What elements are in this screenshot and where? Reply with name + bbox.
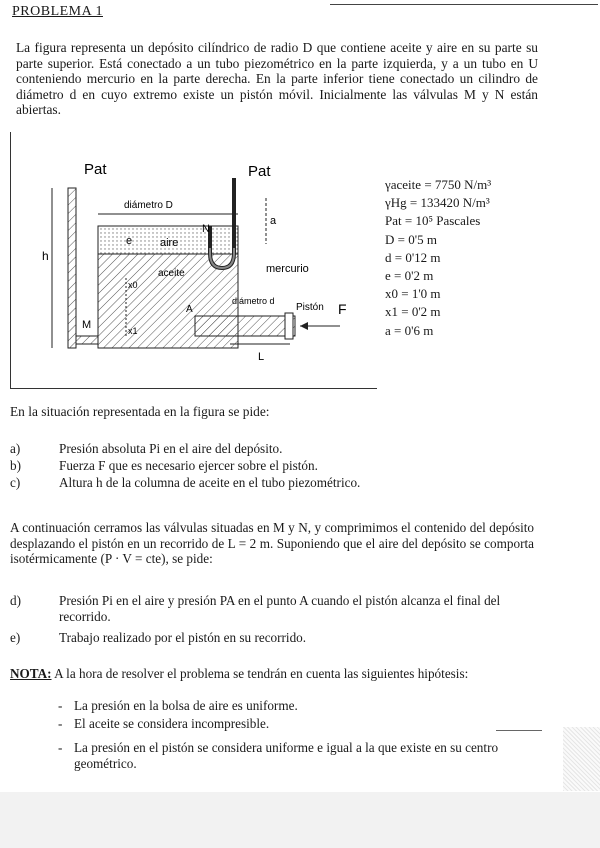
page-bottom-margin <box>0 792 600 848</box>
nota <box>10 666 468 682</box>
question-item: b) Fuerza F que es necesario ejercer sobre el pistón. <box>10 458 318 473</box>
data-list <box>385 176 491 340</box>
piston-cylinder <box>195 316 295 336</box>
data-row: D = 0'5 m <box>385 231 437 247</box>
aire-label: aire <box>160 237 179 249</box>
diametro-d-label: diámetro d <box>232 296 275 306</box>
diametro-D-label: diámetro D <box>124 200 173 211</box>
data-row: Pat = 10⁵ Pascales <box>385 213 481 229</box>
data-row: γaceite = 7750 N/m³ <box>385 177 492 192</box>
L-label: L <box>258 351 265 363</box>
data-row: x1 = 0'2 m <box>385 304 441 320</box>
question-item: e) Trabajo realizado por el pistón en su recorrido. <box>10 630 307 645</box>
data-row: x0 = 1'0 m <box>385 286 441 302</box>
x1-label: x1 <box>128 326 138 336</box>
x0-label: x0 <box>128 280 138 290</box>
mercurio-label: mercurio <box>266 263 309 275</box>
force-F-label: F <box>338 301 347 317</box>
intro-paragraph: La figura representa un depósito cilíndrico de radio D que contiene aceite y aire en su parte su parte superior. Está conectado a un tubo piezométrico en la parte izquierda, y a un tubo en U conteniendo mercurio en la parte derecha. En la parte inferior tiene conectado un cilindro de diámetro d en cuyo extremo existe un pistón móvil. Inicialmente las válvulas M y N están abiertas. <box>16 40 538 117</box>
aceite-label: aceite <box>158 268 185 279</box>
patm-right-label: Pat <box>248 163 271 180</box>
problem-title: PROBLEMA 1 <box>12 4 103 19</box>
valve-N-label: N <box>202 223 210 235</box>
hypotheses-list <box>58 698 544 774</box>
question-intro: En la situación representada en la figura se pide: <box>10 404 270 419</box>
piston <box>285 313 293 339</box>
h-label: h <box>42 249 49 263</box>
data-row: a = 0'6 m <box>385 322 434 338</box>
piezometer-tube <box>68 188 76 348</box>
second-paragraph: A continuación cerramos las válvulas situadas en M y N, y comprimimos el contenido del depósito desplazando el pistón en un recorrido de L = 2 m. Suponiendo que el aire del depósito se comporta isotérmicamente (P · V = cte), se pide: <box>10 520 534 566</box>
list-item: - El aceite se considera incompresible. <box>58 716 270 731</box>
list-item: - La presión en la bolsa de aire es uniforme. <box>58 698 298 713</box>
piston-label: Pistón <box>296 302 324 313</box>
e-label: e <box>126 235 133 247</box>
nota-text: A la hora de resolver el problema se tendrán en cuenta las siguientes hipótesis: <box>51 666 469 681</box>
question-item: d) Presión Pi en el aire y presión PA en el punto A cuando el pistón alcanza el final del recorrido. <box>10 593 501 624</box>
data-row: e = 0'2 m <box>385 268 434 284</box>
question-item: a) Presión absoluta Pi en el aire del depósito. <box>10 441 283 456</box>
tank-diagram <box>40 148 360 368</box>
header-rule <box>330 4 598 5</box>
a-label: a <box>270 215 277 227</box>
data-row: γHg = 133420 N/m³ <box>385 195 490 211</box>
questions-part2 <box>10 593 534 652</box>
scan-noise <box>563 727 600 791</box>
list-item: - La presión en el pistón se considera uniforme e igual a la que existe en su centro geométrico. <box>58 740 499 771</box>
patm-left-label: Pat <box>84 161 107 178</box>
valve-M-label: M <box>82 319 92 331</box>
questions-part1 <box>10 440 360 491</box>
bottom-pipe <box>76 336 98 344</box>
question-item: c) Altura h de la columna de aceite en el tubo piezométrico. <box>10 475 361 490</box>
point-A-label: A <box>186 304 193 315</box>
divider <box>496 730 542 731</box>
data-row: d = 0'12 m <box>385 249 441 265</box>
nota-label: NOTA: <box>10 666 52 681</box>
